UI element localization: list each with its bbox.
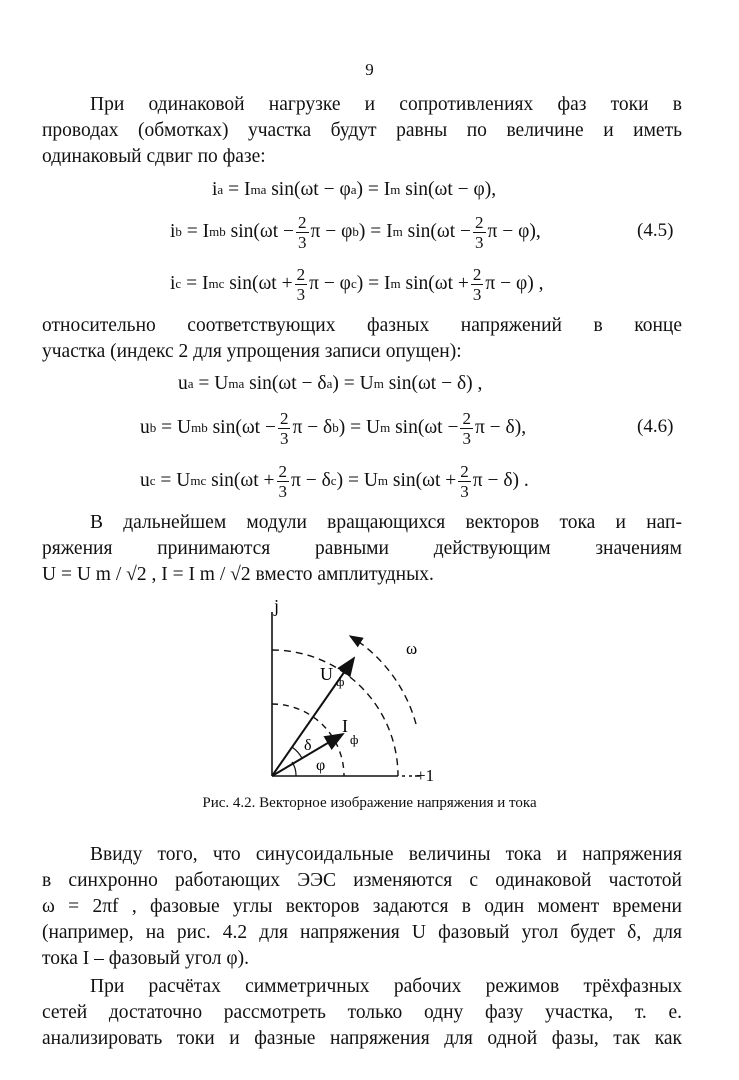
eq-term: = U xyxy=(160,470,191,491)
eq-term: ) = I xyxy=(358,221,393,242)
fraction-numerator: 2 xyxy=(472,264,482,284)
equation-uc xyxy=(0,455,739,507)
axis-real-label: +1 xyxy=(416,766,435,785)
fraction xyxy=(295,265,308,304)
eq-term: sin(ωt − δ xyxy=(249,373,327,394)
phi-label: φ xyxy=(316,757,326,774)
text-line: (например, на рис. 4.2 для напряжения U фазовый угол будет δ, для xyxy=(42,922,682,943)
eq-sub: mc xyxy=(190,473,207,488)
eq-sub: m xyxy=(377,473,389,488)
paragraph-intro xyxy=(42,92,682,170)
delta-label: δ xyxy=(304,737,312,754)
eq-sub: m xyxy=(392,224,403,239)
eq-sub: mb xyxy=(191,420,208,435)
vector-diagram xyxy=(240,598,480,788)
eq-sub: m xyxy=(390,276,401,291)
eq-term: sin(ωt + xyxy=(211,470,275,491)
eq-term: sin(ωt + xyxy=(405,273,469,294)
eq-term: sin(ωt + xyxy=(392,470,457,491)
eq-sub: b xyxy=(332,420,339,435)
fraction-denominator: 3 xyxy=(472,284,482,304)
fraction-numerator: 2 xyxy=(460,461,469,481)
text-line: U = U m / √2 , I = I m / √2 вместо амплитудных. xyxy=(42,564,434,585)
fraction-numerator: 2 xyxy=(298,212,307,232)
eq-sub: b xyxy=(175,224,182,239)
equation-ic xyxy=(0,258,739,310)
text-line: При одинаковой нагрузке и сопротивлениях фаз токи в xyxy=(90,94,682,115)
eq-term: sin(ωt − φ), xyxy=(405,179,497,200)
current-sub: ф xyxy=(350,732,359,747)
text-line: тока I – фазовый угол φ). xyxy=(42,948,249,969)
fraction-denominator: 3 xyxy=(462,428,471,448)
fraction xyxy=(296,213,309,252)
eq-sub: a xyxy=(187,376,194,391)
text-line: участка (индекс 2 для упрощения записи опущен): xyxy=(42,341,462,362)
eq-sub: ma xyxy=(250,182,267,197)
eq-sub: b xyxy=(149,420,157,435)
eq-term: = I xyxy=(186,273,209,294)
text-line: В дальнейшем модули вращающихся векторов тока и нап- xyxy=(90,512,682,533)
fraction xyxy=(460,409,473,448)
fraction-denominator: 3 xyxy=(296,284,306,304)
eq-term: ) = I xyxy=(356,179,391,200)
text-line: ω = 2πf , фазовые углы векторов задаются в один момент времени xyxy=(42,896,682,917)
eq-term: π − φ), xyxy=(487,221,541,242)
fraction-denominator: 3 xyxy=(279,428,289,448)
eq-sub: m xyxy=(390,182,401,197)
text-line: ряжения принимаются равными действующим значениям xyxy=(42,538,682,559)
eq-term: i xyxy=(170,221,176,242)
eq-sub: b xyxy=(352,224,359,239)
fraction-denominator: 3 xyxy=(298,232,307,252)
text-line: одинаковый сдвиг по фазе: xyxy=(42,146,266,167)
eq-term: = U xyxy=(198,373,229,394)
eq-term: = I xyxy=(228,179,251,200)
eq-term: i xyxy=(212,179,218,200)
equation-number: (4.5) xyxy=(637,220,674,241)
eq-term: sin(ωt − xyxy=(395,417,459,438)
eq-sub: c xyxy=(175,276,182,291)
eq-term: sin(ωt − δ) , xyxy=(388,373,483,394)
text-line: относительно соответствующих фазных напряжений в конце xyxy=(42,315,682,336)
eq-term: sin(ωt − xyxy=(212,417,276,438)
fraction xyxy=(471,265,484,304)
eq-term: π − δ xyxy=(292,417,333,438)
eq-term: sin(ωt − xyxy=(407,221,472,242)
eq-term: sin(ωt + xyxy=(229,273,293,294)
paragraph-effective-values xyxy=(42,510,682,588)
eq-sub: c xyxy=(149,473,156,488)
eq-sub: mb xyxy=(209,224,226,239)
paragraph-frequency xyxy=(42,842,682,972)
eq-sub: a xyxy=(350,182,357,197)
eq-term: sin(ωt − xyxy=(230,221,295,242)
fraction xyxy=(458,462,471,501)
eq-sub: ma xyxy=(228,376,245,391)
figure-caption: Рис. 4.2. Векторное изображение напряжения и тока xyxy=(202,795,537,811)
eq-term: i xyxy=(170,273,176,294)
eq-term: = U xyxy=(161,417,192,438)
eq-term: π − φ xyxy=(310,221,353,242)
voltage-sub: ф xyxy=(336,674,345,689)
eq-sub: c xyxy=(350,276,357,291)
eq-term: π − φ xyxy=(309,273,351,294)
text-line: в синхронно работающих ЭЭС изменяются с одинаковой частотой xyxy=(42,870,682,891)
eq-sub: m xyxy=(373,376,384,391)
eq-term: ) = U xyxy=(336,470,378,491)
paragraph-symmetric-modes xyxy=(42,974,682,1052)
eq-sub: c xyxy=(330,473,337,488)
eq-term: u xyxy=(140,470,150,491)
eq-sub: a xyxy=(217,182,224,197)
eq-term: u xyxy=(178,373,188,394)
voltage-label: U xyxy=(320,664,333,684)
eq-sub: m xyxy=(380,420,391,435)
eq-term: sin(ωt − φ xyxy=(271,179,351,200)
text-line: проводах (обмотках) участка будут равны по величине и иметь xyxy=(42,120,682,141)
equation-ub xyxy=(0,402,739,454)
text-line: Ввиду того, что синусоидальные величины тока и напряжения xyxy=(90,844,682,865)
fraction-numerator: 2 xyxy=(279,408,289,428)
eq-term: π − δ xyxy=(291,470,331,491)
fraction-denominator: 3 xyxy=(460,481,469,501)
fraction xyxy=(473,213,486,252)
fraction-numerator: 2 xyxy=(278,461,288,481)
fraction-denominator: 3 xyxy=(278,481,288,501)
eq-term: π − δ), xyxy=(474,417,527,438)
fraction-denominator: 3 xyxy=(475,232,484,252)
eq-term: π − δ) . xyxy=(472,470,529,491)
voltage-circle-arc xyxy=(272,650,398,776)
text-line: При расчётах симметричных рабочих режимов трёхфазных xyxy=(90,976,682,997)
eq-term: = I xyxy=(186,221,210,242)
equation-ib xyxy=(0,206,739,258)
eq-term: u xyxy=(140,417,150,438)
eq-sub: mc xyxy=(208,276,225,291)
eq-term: ) = U xyxy=(332,373,374,394)
current-label: I xyxy=(342,716,348,736)
fraction xyxy=(278,409,291,448)
fraction-numerator: 2 xyxy=(296,264,306,284)
eq-term: ) = I xyxy=(356,273,391,294)
text-line: сетей достаточно рассмотреть только одну фазу участка, т. е. xyxy=(42,1002,682,1023)
equation-number: (4.6) xyxy=(637,416,674,437)
fraction-numerator: 2 xyxy=(475,212,484,232)
axis-j-label: j xyxy=(274,598,280,616)
delta-arc xyxy=(292,747,302,758)
fraction-numerator: 2 xyxy=(462,408,471,428)
eq-term: ) = U xyxy=(338,417,381,438)
eq-sub: a xyxy=(326,376,333,391)
page-number: 9 xyxy=(365,60,374,79)
omega-label: ω xyxy=(406,639,418,658)
fraction xyxy=(277,462,290,501)
text-line: анализировать токи и фазные напряжения для одной фазы, так как xyxy=(42,1028,682,1049)
eq-term: π − φ) , xyxy=(485,273,544,294)
